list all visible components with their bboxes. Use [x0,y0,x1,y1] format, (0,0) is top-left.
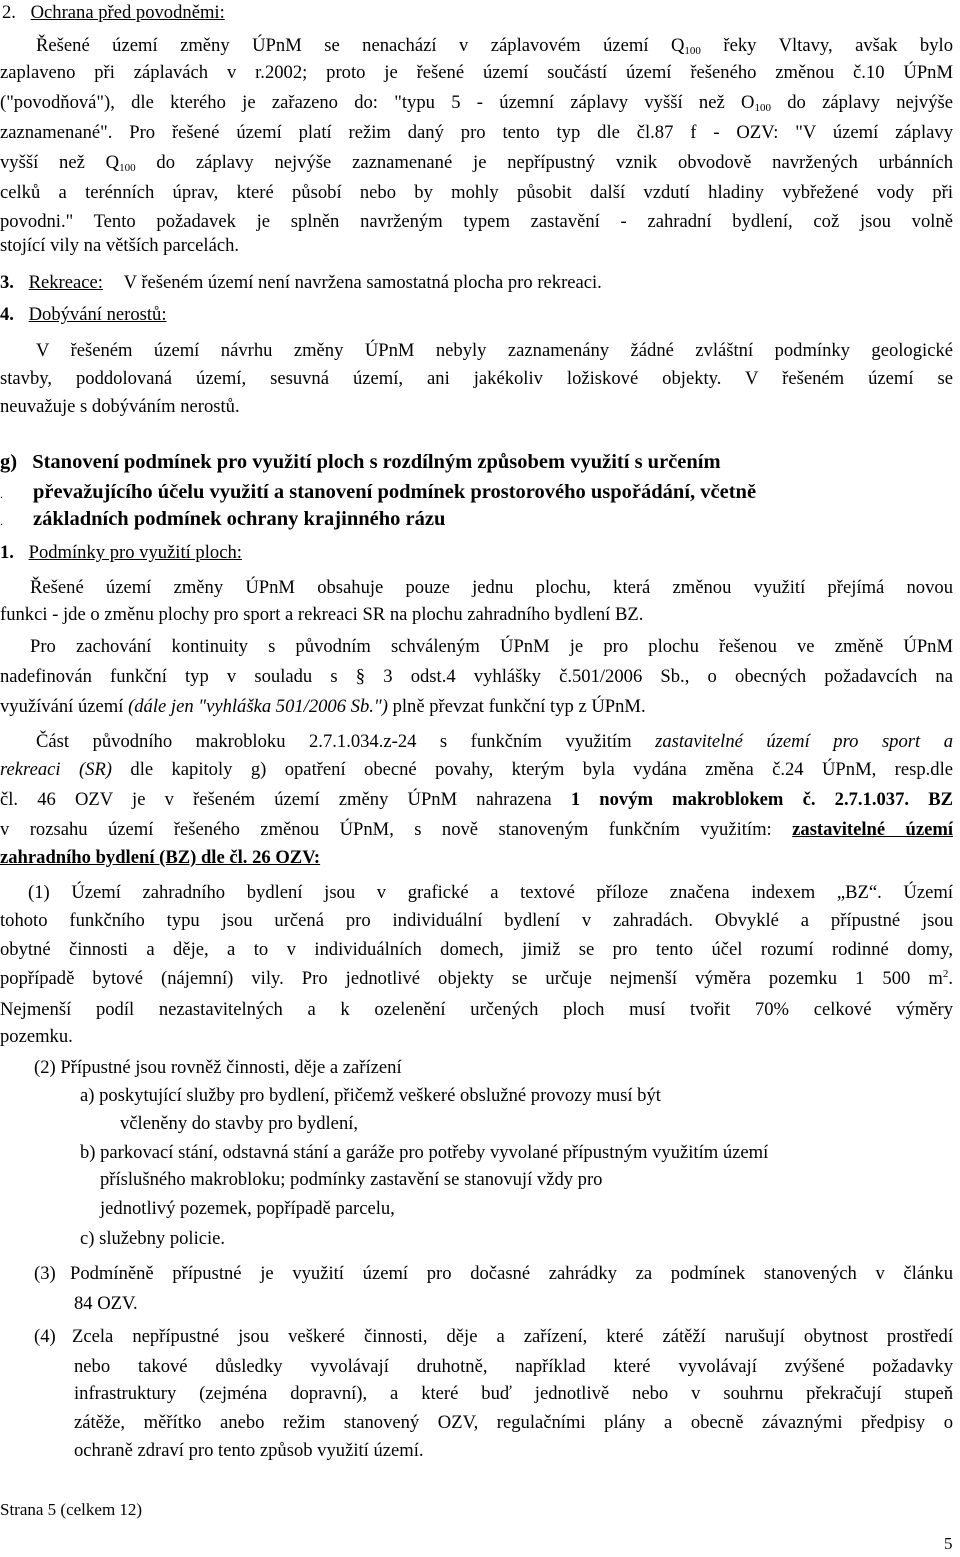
paragraph-line: využívání území (dále jen "vyhláška 501/2006 Sb.") plně převzat funkční typ z ÚPnM. [0,696,646,717]
paragraph-line: povodni." Tento požadavek je splněn navrženým typem zastavění - zahradní bydlení, což jsou volně [0,211,953,232]
item-4-line: zátěže, měřítko anebo režim stanovený OZV, regulačními plány a obecně závaznými předpisy o [74,1412,953,1433]
section-title: Dobývání nerostů: [28,304,167,325]
item-2-line: (2) Přípustné jsou rovněž činnosti, děje a zařízení [34,1057,402,1078]
paragraph-line: vyšší než $Q_{100}$ do záplavy nejvýše zaznamenané je nepřípustný vznik obvodově navržených urbánních [0,152,954,174]
paragraph-line: zaplaveno při záplavách v r.2002; proto je řešené území součástí území řešeného změnou č.10 ÚPnM [0,62,953,83]
section-number: 3. [0,272,14,293]
item-4-number: (4) [34,1326,56,1347]
paragraph-line: ("povodňová"), dle kterého je zařazeno do: "typu 5 - územní záplavy vyšší než $O_{100}$ do záplavy nejvýše [0,92,954,114]
section-2-heading [2,0,225,26]
item-2b-line: b) parkovací stání, odstavná stání a garáže pro potřeby vyvolané přípustným využitím území [80,1142,769,1163]
page-footer-text: Strana 5 (celkem 12) [0,1500,143,1519]
paragraph-line: celků a terénních úprav, které působí nebo by mohly působit další vzdutí hladiny vybřežené vody při [0,182,953,203]
paragraph-line: Část původního makrobloku 2.7.1.034.z-24 s funkčním využitím zastavitelné území pro sport a [36,731,953,752]
section-g-heading: g) Stanovení podmínek pro využití ploch s rozdílným způsobem využití s určením [0,451,721,473]
paragraph-line: stojící vily na větších parcelách. [0,235,240,256]
section-title: Rekreace: [28,272,103,293]
section-g-heading-line: . převažujícího účelu využití a stanovení podmínek prostorového uspořádání, včetně [0,481,757,503]
section-number: 2. [2,2,16,23]
paragraph-line: v rozsahu území řešeného změnou ÚPnM, s nově stanoveným funkčním využitím: zastavitelné území [0,819,954,840]
item-1-line: tohoto funkčního typu jsou určená pro individuální bydlení v zahradách. Obvyklé a přípustné jsou [0,910,953,931]
section-letter: g) [0,451,18,473]
paragraph-line: Řešené území změny ÚPnM se nenachází v záplavovém území $Q_{100}$ řeky Vltavy, avšak bylo [36,35,953,57]
item-1-line: obytné činnosti a děje, a to v individuálních domech, jimiž se pro tento účel rozumí rodinné domy, [0,939,953,960]
paragraph-line: stavby, poddolovaná území, sesuvná území, ani jakékoliv ložiskové objekty. V řešeném území se [0,368,953,389]
paragraph-line: Pro zachování kontinuity s původním schváleným ÚPnM je pro plochu řešenou ve změně ÚPnM [30,636,953,657]
section-number: 4. [0,304,14,325]
section-g-heading-line: . základních podmínek ochrany krajinného rázu [0,508,446,530]
paragraph-line: funkci - jde o změnu plochy pro sport a rekreaci SR na plochu zahradního bydlení BZ. [0,604,644,625]
section-number: 1. [0,542,14,563]
paragraph-line: čl. 46 OZV je v řešeném území změny ÚPnM nahrazena 1 novým makroblokem č. 2.7.1.037. BZ [0,789,953,810]
item-4-line: infrastruktury (zejména dopravní), a které buď jednotlivě nebo v souhrnu překračují stupeň [74,1383,953,1404]
item-1-line: Nejmenší podíl nezastavitelných a k ozelenění určených ploch musí tvořit 70% celkové výměry [0,999,953,1020]
paragraph-line: rekreaci (SR) dle kapitoly g) opatření obecné povahy, kterým byla vydána změna č.24 ÚPnM, resp.dle [0,759,953,780]
item-3-line: 84 OZV. [74,1293,138,1314]
item-2c-line: c) služebny policie. [80,1228,226,1249]
section-text: V řešeném území není navržena samostatná plocha pro rekreaci. [123,272,602,293]
item-2b-line: jednotlivý pozemek, popřípadě parcelu, [100,1198,395,1219]
paragraph-line: nadefinován funkční typ v souladu s § 3 odst.4 vyhlášky č.501/2006 Sb., o obecných požadavcích na [0,666,953,687]
paragraph-line: zaznamenané". Pro řešené území platí režim daný pro tento typ dle čl.87 f - OZV: "V území záplavy [0,122,953,143]
item-3-number: (3) [34,1263,56,1284]
paragraph-line: Řešené území změny ÚPnM obsahuje pouze jednu plochu, která změnou využití přejímá novou [30,577,953,598]
subsection-1-heading [0,540,242,566]
paragraph-line: zahradního bydlení (BZ) dle čl. 26 OZV: [0,847,321,868]
section-title: Ochrana před povodněmi: [30,2,225,23]
item-2a-line: a) poskytující služby pro bydlení, přičemž veškeré obslužné provozy musí být [80,1085,661,1106]
item-3-line: Podmíněně přípustné je využití území pro dočasné zahrádky za podmínek stanovených v článku [70,1263,953,1284]
item-1-line: pozemku. [0,1026,73,1047]
page-number: 5 [944,1534,953,1553]
item-1-line: (1) Území zahradního bydlení jsou v grafické a textové příloze značena indexem „BZ“. Území [28,882,953,903]
section-title: Podmínky pro využití ploch: [28,542,242,563]
section-4-heading [0,302,167,328]
item-4-line: nebo takové důsledky vyvolávají druhotně, například které vyvolávají zvýšené požadavky [74,1356,953,1377]
section-3 [0,270,602,296]
item-2b-line: příslušného makrobloku; podmínky zastavění se stanovují vždy pro [100,1169,603,1190]
item-4-line: Zcela nepřípustné jsou veškeré činnosti, děje a zařízení, které zátěží narušují obytnost prostředí [72,1326,953,1347]
paragraph-line: neuvažuje s dobýváním nerostů. [0,396,240,417]
paragraph-line: V řešeném území návrhu změny ÚPnM nebyly zaznamenány žádné zvláštní podmínky geologické [36,340,953,361]
item-4-line: ochraně zdraví pro tento způsob využití území. [74,1440,424,1461]
item-2a-line: včleněny do stavby pro bydlení, [120,1113,359,1134]
item-1-line: popřípadě bytové (nájemní) vily. Pro jednotlivé objekty se určuje nejmenší výměra pozemku 1 500 $m^2$. [0,968,953,989]
